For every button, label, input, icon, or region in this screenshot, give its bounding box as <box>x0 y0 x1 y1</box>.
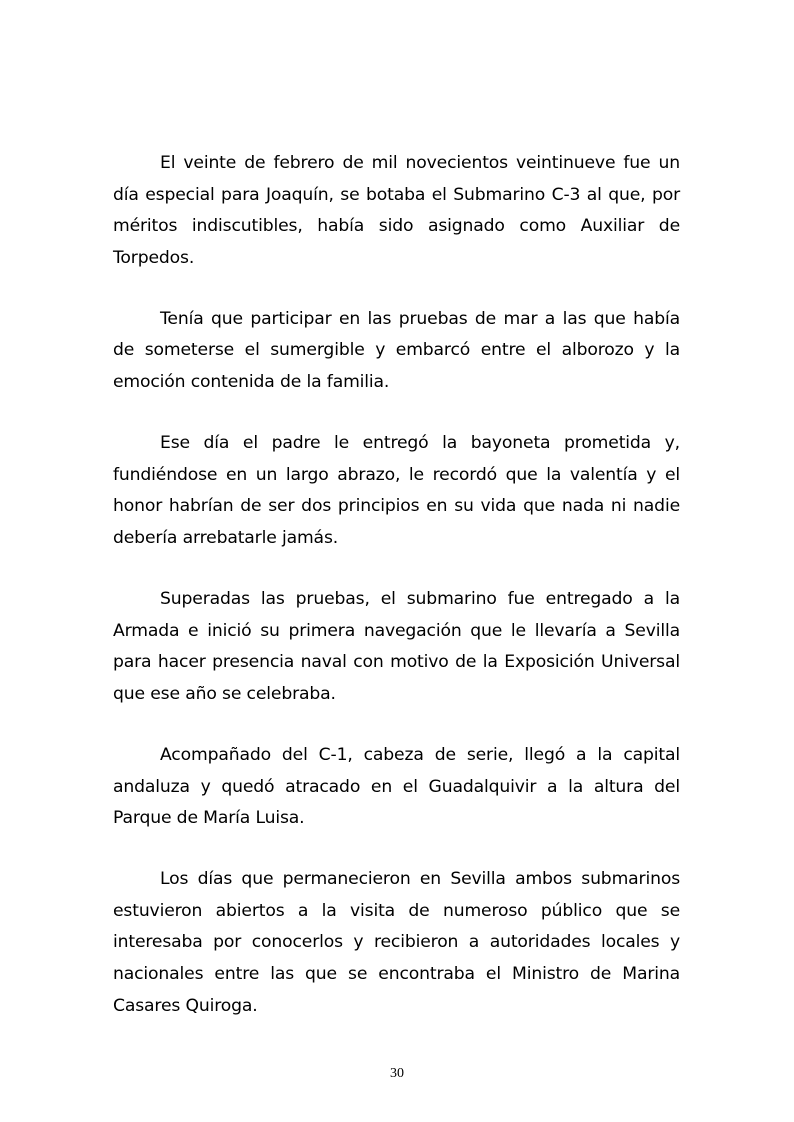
page-number: 30 <box>390 1066 404 1081</box>
paragraph-botadura: El veinte de febrero de mil novecientos veintinueve fue un día especial para Joaquín, se botaba el Submarino C-3 al que, por méritos indiscutibles, había sido asignado como Auxiliar de Torpedos. <box>113 153 680 268</box>
paragraph-guadalquivir: Acompañado del C-1, cabeza de serie, llegó a la capital andaluza y quedó atracado en el Guadalquivir a la altura del Parque de María Luisa. <box>113 744 680 829</box>
paragraph-pruebas-de-mar: Tenía que participar en las pruebas de mar a las que había de someterse el sumergible y embarcó entre el alborozo y la emoción contenida de la familia. <box>113 308 680 393</box>
paragraph-bayoneta: Ese día el padre le entregó la bayoneta prometida y, fundiéndose en un largo abrazo, le recordó que la valentía y el honor habrían de ser dos principios en su vida que nada ni nadie debería arrebatarle jamás. <box>113 433 680 548</box>
page-body <box>113 148 680 1022</box>
paragraph-visitas: Los días que permanecieron en Sevilla ambos submarinos estuvieron abiertos a la visita de numeroso público que se interesaba por conocerlos y recibieron a autoridades locales y nacionales entre las que se encontraba el Ministro de Marina Casares Quiroga. <box>113 869 680 1016</box>
paragraph-navegacion-sevilla: Superadas las pruebas, el submarino fue entregado a la Armada e inició su primera navegación que le llevaría a Sevilla para hacer presencia naval con motivo de la Exposición Universal que ese año se celebraba. <box>113 589 680 704</box>
